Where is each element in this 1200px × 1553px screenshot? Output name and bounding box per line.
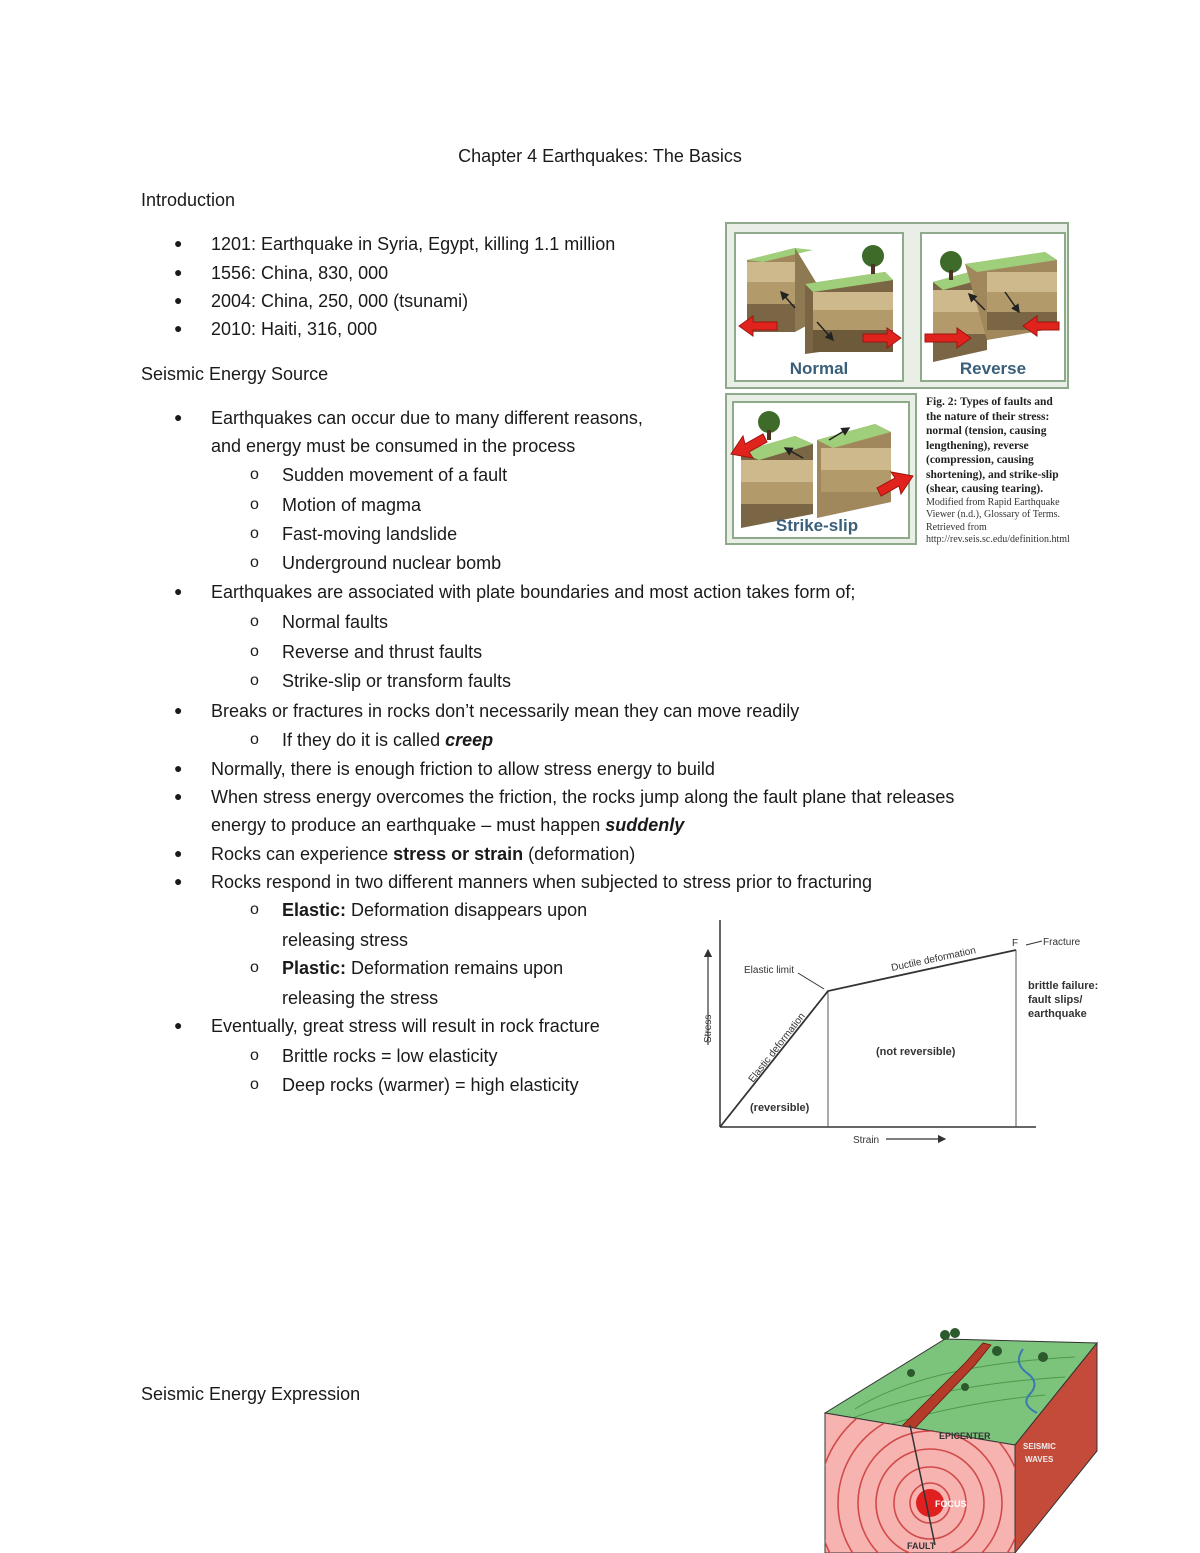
normal-fault-panel bbox=[735, 233, 903, 381]
list-item: Breaks or fractures in rocks don’t necessarily mean they can move readily bbox=[211, 701, 800, 721]
sub-list-item-continuation: releasing stress bbox=[282, 930, 409, 950]
list-item-continuation: energy to produce an earthquake – must happen suddenly bbox=[211, 815, 685, 835]
term-elastic: Elastic: bbox=[282, 900, 347, 920]
stress-strain-curve bbox=[720, 950, 1016, 1127]
normal-label: Normal bbox=[789, 359, 849, 378]
bullet: ● bbox=[174, 235, 183, 251]
sub-bullet: o bbox=[250, 613, 259, 630]
elastic-limit-leader bbox=[798, 973, 824, 989]
stress-strain-diagram bbox=[690, 905, 1120, 1150]
fracture-marker: F bbox=[1012, 938, 1019, 949]
sub-list-item: Plastic: Deformation remains upon bbox=[282, 958, 564, 978]
bullet: ● bbox=[174, 264, 183, 280]
sub-bullet: o bbox=[250, 496, 259, 513]
sub-bullet: o bbox=[250, 554, 259, 571]
emphasis-suddenly: suddenly bbox=[605, 815, 685, 835]
fault-figure-caption: Fig. 2: Types of faults and the nature of their stress: normal (tension, causing lengthening), reverse (compression, causing shortening), and strike-slip (shear, causing tearing). Modified from Rapid Earthquake Viewer (n.d.), Glossary of Terms. Retrieved from http://rev.seis.sc.edu/definition.html bbox=[926, 396, 1070, 545]
brittle-label: brittle failure: bbox=[1028, 980, 1099, 992]
bullet: ● bbox=[174, 583, 183, 599]
page-title: Chapter 4 Earthquakes: The Basics bbox=[458, 146, 742, 166]
focus-label: FOCUS bbox=[935, 1499, 967, 1509]
sub-list-item: Strike-slip or transform faults bbox=[282, 671, 512, 691]
section-heading-source: Seismic Energy Source bbox=[141, 364, 329, 384]
sub-list-item-continuation: releasing the stress bbox=[282, 988, 439, 1008]
list-item: Rocks respond in two different manners when subjected to stress prior to fracturing bbox=[211, 872, 872, 892]
list-item: 2010: Haiti, 316, 000 bbox=[211, 319, 378, 339]
bullet: ● bbox=[174, 409, 183, 425]
term-plastic: Plastic: bbox=[282, 958, 347, 978]
sub-list-item: Reverse and thrust faults bbox=[282, 642, 483, 662]
sub-bullet: o bbox=[250, 1076, 259, 1093]
sub-list-item: Motion of magma bbox=[282, 495, 422, 515]
sub-bullet: o bbox=[250, 959, 259, 976]
list-item: 1556: China, 830, 000 bbox=[211, 263, 389, 283]
emphasis-creep: creep bbox=[445, 730, 494, 750]
elastic-limit-label: Elastic limit bbox=[744, 965, 795, 976]
not-reversible-label: (not reversible) bbox=[876, 1046, 956, 1058]
brittle-label: earthquake bbox=[1028, 1008, 1087, 1020]
bullet: ● bbox=[174, 845, 183, 861]
x-axis-label: Strain bbox=[853, 1135, 880, 1146]
sub-list-item: Brittle rocks = low elasticity bbox=[282, 1046, 498, 1066]
sub-bullet: o bbox=[250, 1047, 259, 1064]
bullet: ● bbox=[174, 788, 183, 804]
emphasis-stress-strain: stress or strain bbox=[393, 844, 524, 864]
sub-bullet: o bbox=[250, 525, 259, 542]
fracture-label: Fracture bbox=[1043, 937, 1081, 948]
bullet: ● bbox=[174, 1017, 183, 1033]
reverse-fault-panel bbox=[921, 233, 1065, 381]
earthquake-block-diagram bbox=[815, 1325, 1105, 1553]
strike-slip-label: Strike-slip bbox=[775, 516, 859, 535]
bullet: ● bbox=[174, 292, 183, 308]
y-axis-label: Stress bbox=[703, 1014, 714, 1043]
sub-list-item: If they do it is called creep bbox=[282, 730, 494, 750]
elastic-deformation-label: Elastic deformation bbox=[746, 1011, 808, 1085]
block-diagram-svg bbox=[815, 1325, 1105, 1553]
bullet: ● bbox=[174, 873, 183, 889]
seismic-waves-label: SEISMIC bbox=[1023, 1442, 1056, 1451]
sub-list-item: Underground nuclear bomb bbox=[282, 553, 502, 573]
sub-bullet: o bbox=[250, 672, 259, 689]
list-item-continuation: and energy must be consumed in the process bbox=[211, 436, 576, 456]
sub-bullet: o bbox=[250, 731, 259, 748]
list-item: 2004: China, 250, 000 (tsunami) bbox=[211, 291, 469, 311]
sub-list-item: Elastic: Deformation disappears upon bbox=[282, 900, 588, 920]
sub-list-item: Sudden movement of a fault bbox=[282, 465, 508, 485]
seismic-waves-label: WAVES bbox=[1025, 1455, 1054, 1464]
list-item: Eventually, great stress will result in rock fracture bbox=[211, 1016, 600, 1036]
reversible-label: (reversible) bbox=[750, 1102, 810, 1114]
strike-slip-panel bbox=[726, 394, 916, 544]
sub-bullet: o bbox=[250, 643, 259, 660]
list-item: Earthquakes are associated with plate boundaries and most action takes form of; bbox=[211, 582, 856, 602]
fracture-leader bbox=[1026, 941, 1042, 945]
sub-list-item: Normal faults bbox=[282, 612, 389, 632]
list-item: 1201: Earthquake in Syria, Egypt, killing 1.1 million bbox=[211, 234, 616, 254]
stress-strain-svg bbox=[690, 905, 1120, 1150]
sub-bullet: o bbox=[250, 466, 259, 483]
bullet: ● bbox=[174, 702, 183, 718]
reverse-label: Reverse bbox=[959, 359, 1027, 378]
epicenter-label: EPICENTER bbox=[939, 1431, 991, 1441]
ductile-deformation-label: Ductile deformation bbox=[890, 945, 977, 974]
sub-list-item: Deep rocks (warmer) = high elasticity bbox=[282, 1075, 579, 1095]
list-item: Rocks can experience stress or strain (deformation) bbox=[211, 844, 636, 864]
bullet: ● bbox=[174, 320, 183, 336]
list-item: Normally, there is enough friction to allow stress energy to build bbox=[211, 759, 715, 779]
sub-bullet: o bbox=[250, 901, 259, 918]
list-item: When stress energy overcomes the friction, the rocks jump along the fault plane that releases bbox=[211, 787, 955, 807]
section-heading-expression: Seismic Energy Expression bbox=[141, 1384, 361, 1404]
sub-list-item: Fast-moving landslide bbox=[282, 524, 458, 544]
fault-label: FAULT bbox=[907, 1541, 936, 1551]
list-item: Earthquakes can occur due to many different reasons, bbox=[211, 408, 643, 428]
bullet: ● bbox=[174, 760, 183, 776]
brittle-label: fault slips/ bbox=[1028, 994, 1083, 1006]
section-heading-introduction: Introduction bbox=[141, 190, 236, 210]
